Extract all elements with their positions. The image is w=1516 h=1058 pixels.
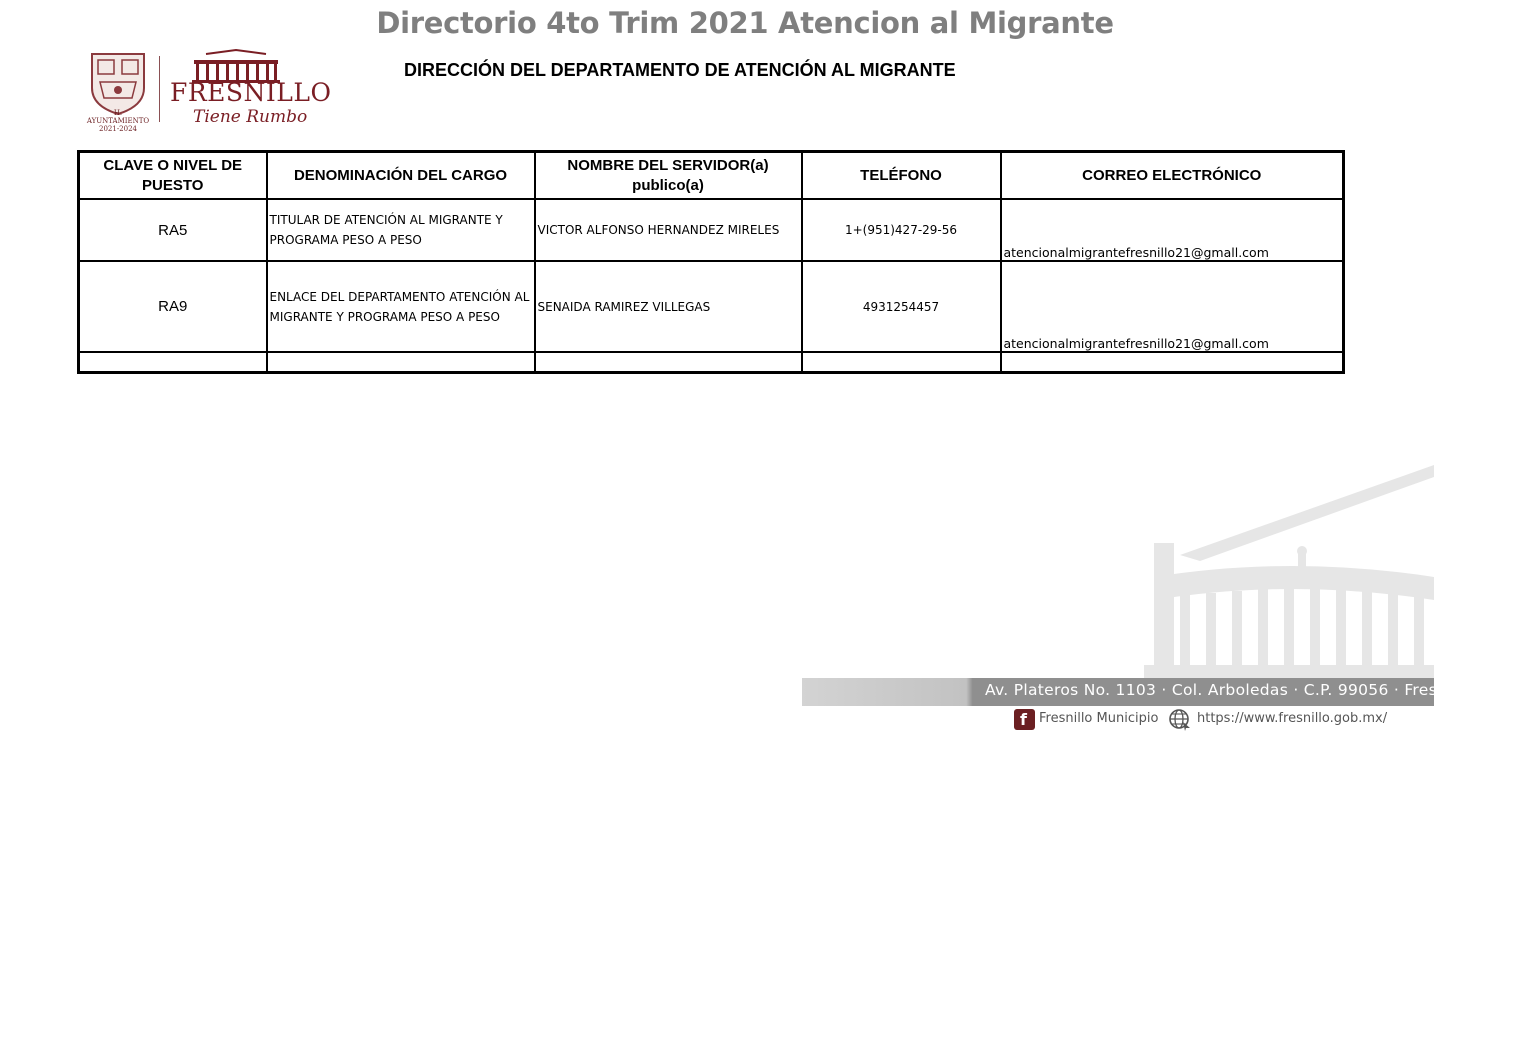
cell-correo: atencionalmigrantefresnillo21@gmall.com: [1001, 261, 1344, 352]
brand-tagline: Tiene Rumbo: [193, 107, 308, 127]
facebook-icon[interactable]: f: [1014, 709, 1035, 730]
cell-nombre: VICTOR ALFONSO HERNANDEZ MIRELES: [535, 199, 802, 261]
seal-caption: H. AYUNTAMIENTO 2021-2024: [86, 109, 150, 133]
empty-cell: [267, 352, 535, 373]
cell-cargo: ENLACE DEL DEPARTAMENTO ATENCIÓN AL MIGRANTE Y PROGRAMA PESO A PESO: [267, 261, 535, 352]
empty-cell: [1001, 352, 1344, 373]
header-clave: CLAVE O NIVEL DE PUESTO: [79, 152, 267, 200]
municipal-logo: [86, 48, 332, 133]
cell-clave: RA5: [79, 199, 267, 261]
address-text: Av. Plateros No. 1103 · Col. Arboledas · C.P. 99056 · Fresnillo, Zac.: [985, 681, 1516, 699]
cell-cargo: TITULAR DE ATENCIÓN AL MIGRANTE Y PROGRAMA PESO A PESO: [267, 199, 535, 261]
cell-correo: atencionalmigrantefresnillo21@gmall.com: [1001, 199, 1344, 261]
directory-table: [77, 150, 1345, 374]
globe-icon[interactable]: [1168, 708, 1192, 732]
department-subtitle: DIRECCIÓN DEL DEPARTAMENTO DE ATENCIÓN AL MIGRANTE: [404, 60, 956, 80]
address-bar: [802, 678, 1516, 706]
header-telefono: TELÉFONO: [802, 152, 1001, 200]
header-cargo: DENOMINACIÓN DEL CARGO: [267, 152, 535, 200]
empty-row: [79, 352, 1344, 373]
facebook-link[interactable]: Fresnillo Municipio: [1039, 711, 1159, 726]
empty-cell: [802, 352, 1001, 373]
table-header-row: [79, 152, 1344, 200]
cell-nombre: SENAIDA RAMIREZ VILLEGAS: [535, 261, 802, 352]
website-link[interactable]: https://www.fresnillo.gob.mx/: [1197, 711, 1388, 726]
cell-telefono: 1+(951)427-29-56: [802, 199, 1001, 261]
header-nombre: NOMBRE DEL SERVIDOR(a) publico(a): [535, 152, 802, 200]
logo-divider: [159, 56, 160, 122]
document-title: Directorio 4to Trim 2021 Atencion al Migrante: [376, 6, 1114, 40]
monument-watermark: [1140, 465, 1434, 680]
cell-telefono: 4931254457: [802, 261, 1001, 352]
cell-clave: RA9: [79, 261, 267, 352]
table-row: [79, 199, 1344, 261]
header-correo: CORREO ELECTRÓNICO: [1001, 152, 1344, 200]
empty-cell: [535, 352, 802, 373]
table-row: [79, 261, 1344, 352]
empty-cell: [79, 352, 267, 373]
brand-name: FRESNILLO: [170, 78, 332, 107]
